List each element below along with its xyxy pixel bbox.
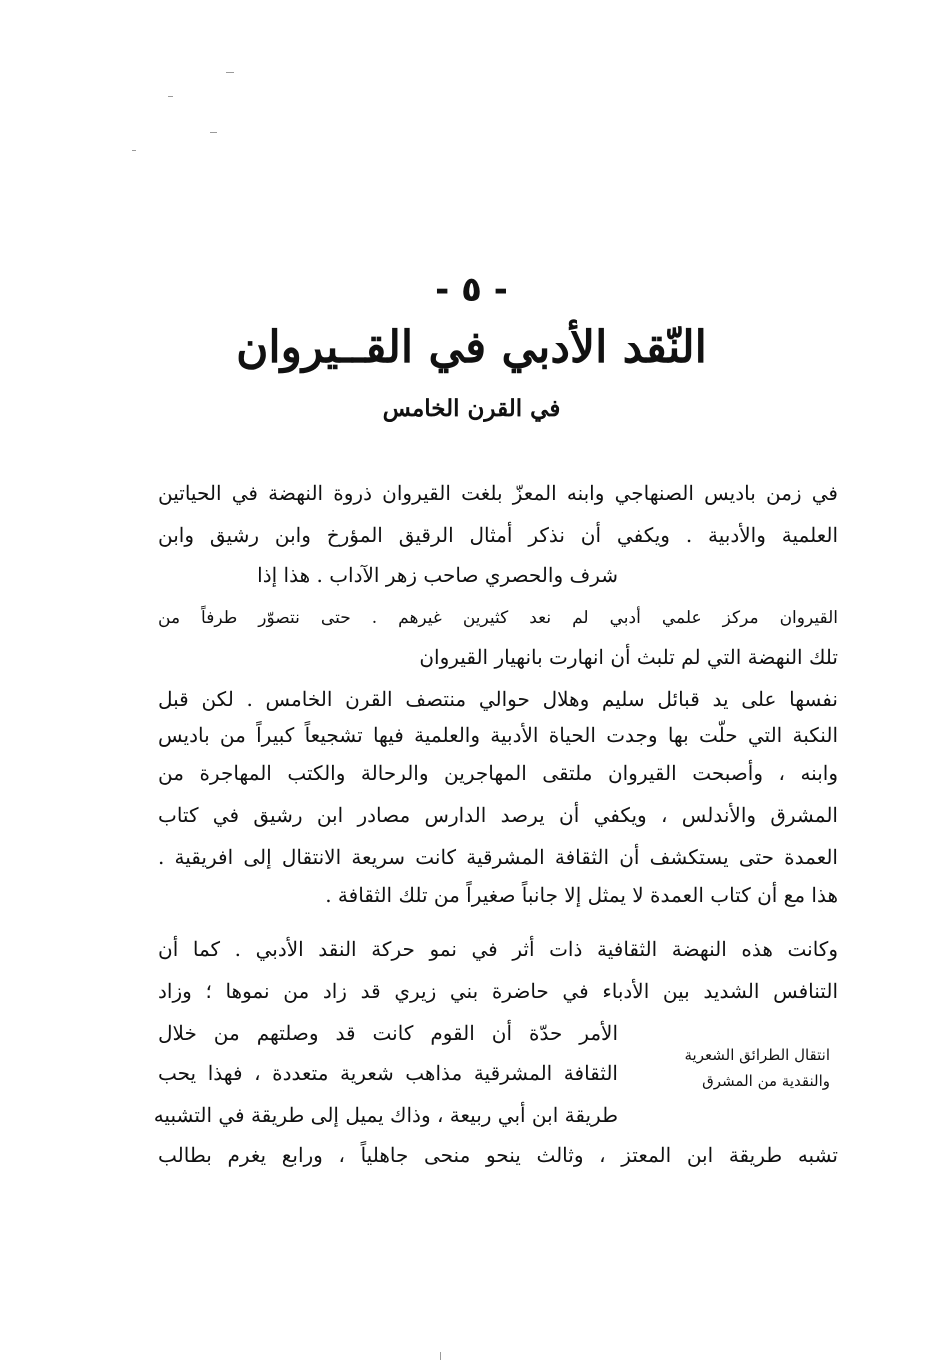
margin-note-line: والنقدية من المشرق	[702, 1072, 830, 1090]
body-line: هذا مع أن كتاب العمدة لا يمثل إلا جانباً صغيراً من تلك الثقافة .	[325, 883, 838, 907]
body-line: العلمية والأدبية . ويكفي أن نذكر أمثال الرقيق المؤرخ وابن رشيق وابن	[158, 523, 838, 547]
margin-note	[650, 1042, 830, 1094]
body-line: تلك النهضة التي لم تلبث أن انهارت بانهيار القيروان	[419, 645, 838, 669]
scan-speck	[168, 96, 173, 97]
body-line: القيروان مركز علمي أدبي لم نعد كثيرين غيرهم . حتى نتصوّر طرفاً من	[158, 608, 838, 628]
body-line: في زمن باديس الصنهاجي وابنه المعزّ بلغت القيروان ذروة النهضة في الحياتين	[158, 481, 838, 505]
body-line: المشرق والأندلس ، ويكفي أن يرصد الدارس مصادر ابن رشيق في كتاب	[158, 803, 838, 827]
body-line: طريقة ابن أبي ربيعة ، وذاك يميل إلى طريقة في التشبيه	[153, 1103, 618, 1127]
body-line: وابنه ، وأصبحت القيروان ملتقى المهاجرين والرحالة والكتب المهاجرة من	[158, 761, 838, 785]
body-line: تشبه طريقة ابن المعتز ، وثالث ينحو منحى جاهلياً ، ورابع يغرم بطالب	[158, 1143, 838, 1167]
body-line: نفسها على يد قبائل سليم وهلال حوالي منتصف القرن الخامس . لكن قبل	[158, 687, 838, 711]
chapter-number: - ٥ -	[435, 270, 508, 310]
scan-speck	[132, 150, 136, 151]
body-line: شرف والحصري صاحب زهر الآداب . هذا إذا	[257, 563, 618, 587]
body-line: الثقافة المشرقية مذاهب شعرية متعددة ، فهذا يحب	[158, 1061, 618, 1085]
scan-speck	[226, 72, 234, 73]
margin-note-line: انتقال الطرائق الشعرية	[684, 1046, 830, 1064]
scan-speck	[210, 132, 217, 133]
body-line: وكانت هذه النهضة الثقافية ذات أثر في نمو حركة النقد الأدبي . كما أن	[158, 937, 838, 961]
chapter-title: النّقد الأدبي في القــيروان	[236, 322, 707, 373]
body-line: العمدة حتى يستكشف أن الثقافة المشرقية كانت سريعة الانتقال إلى افريقية .	[158, 845, 838, 869]
body-line: النكبة التي حلّت بها وجدت الحياة الأدبية والعلمية فيها تشجيعاً كبيراً من باديس	[158, 723, 838, 747]
body-line: الأمر حدّة أن القوم كانت قد وصلتهم من خلال	[158, 1021, 618, 1045]
chapter-subtitle: في القرن الخامس	[382, 395, 561, 422]
scan-speck	[440, 1352, 441, 1360]
body-line: التنافس الشديد بين الأدباء في حاضرة بني زيري قد زاد من نموها ؛ وزاد	[158, 979, 838, 1003]
